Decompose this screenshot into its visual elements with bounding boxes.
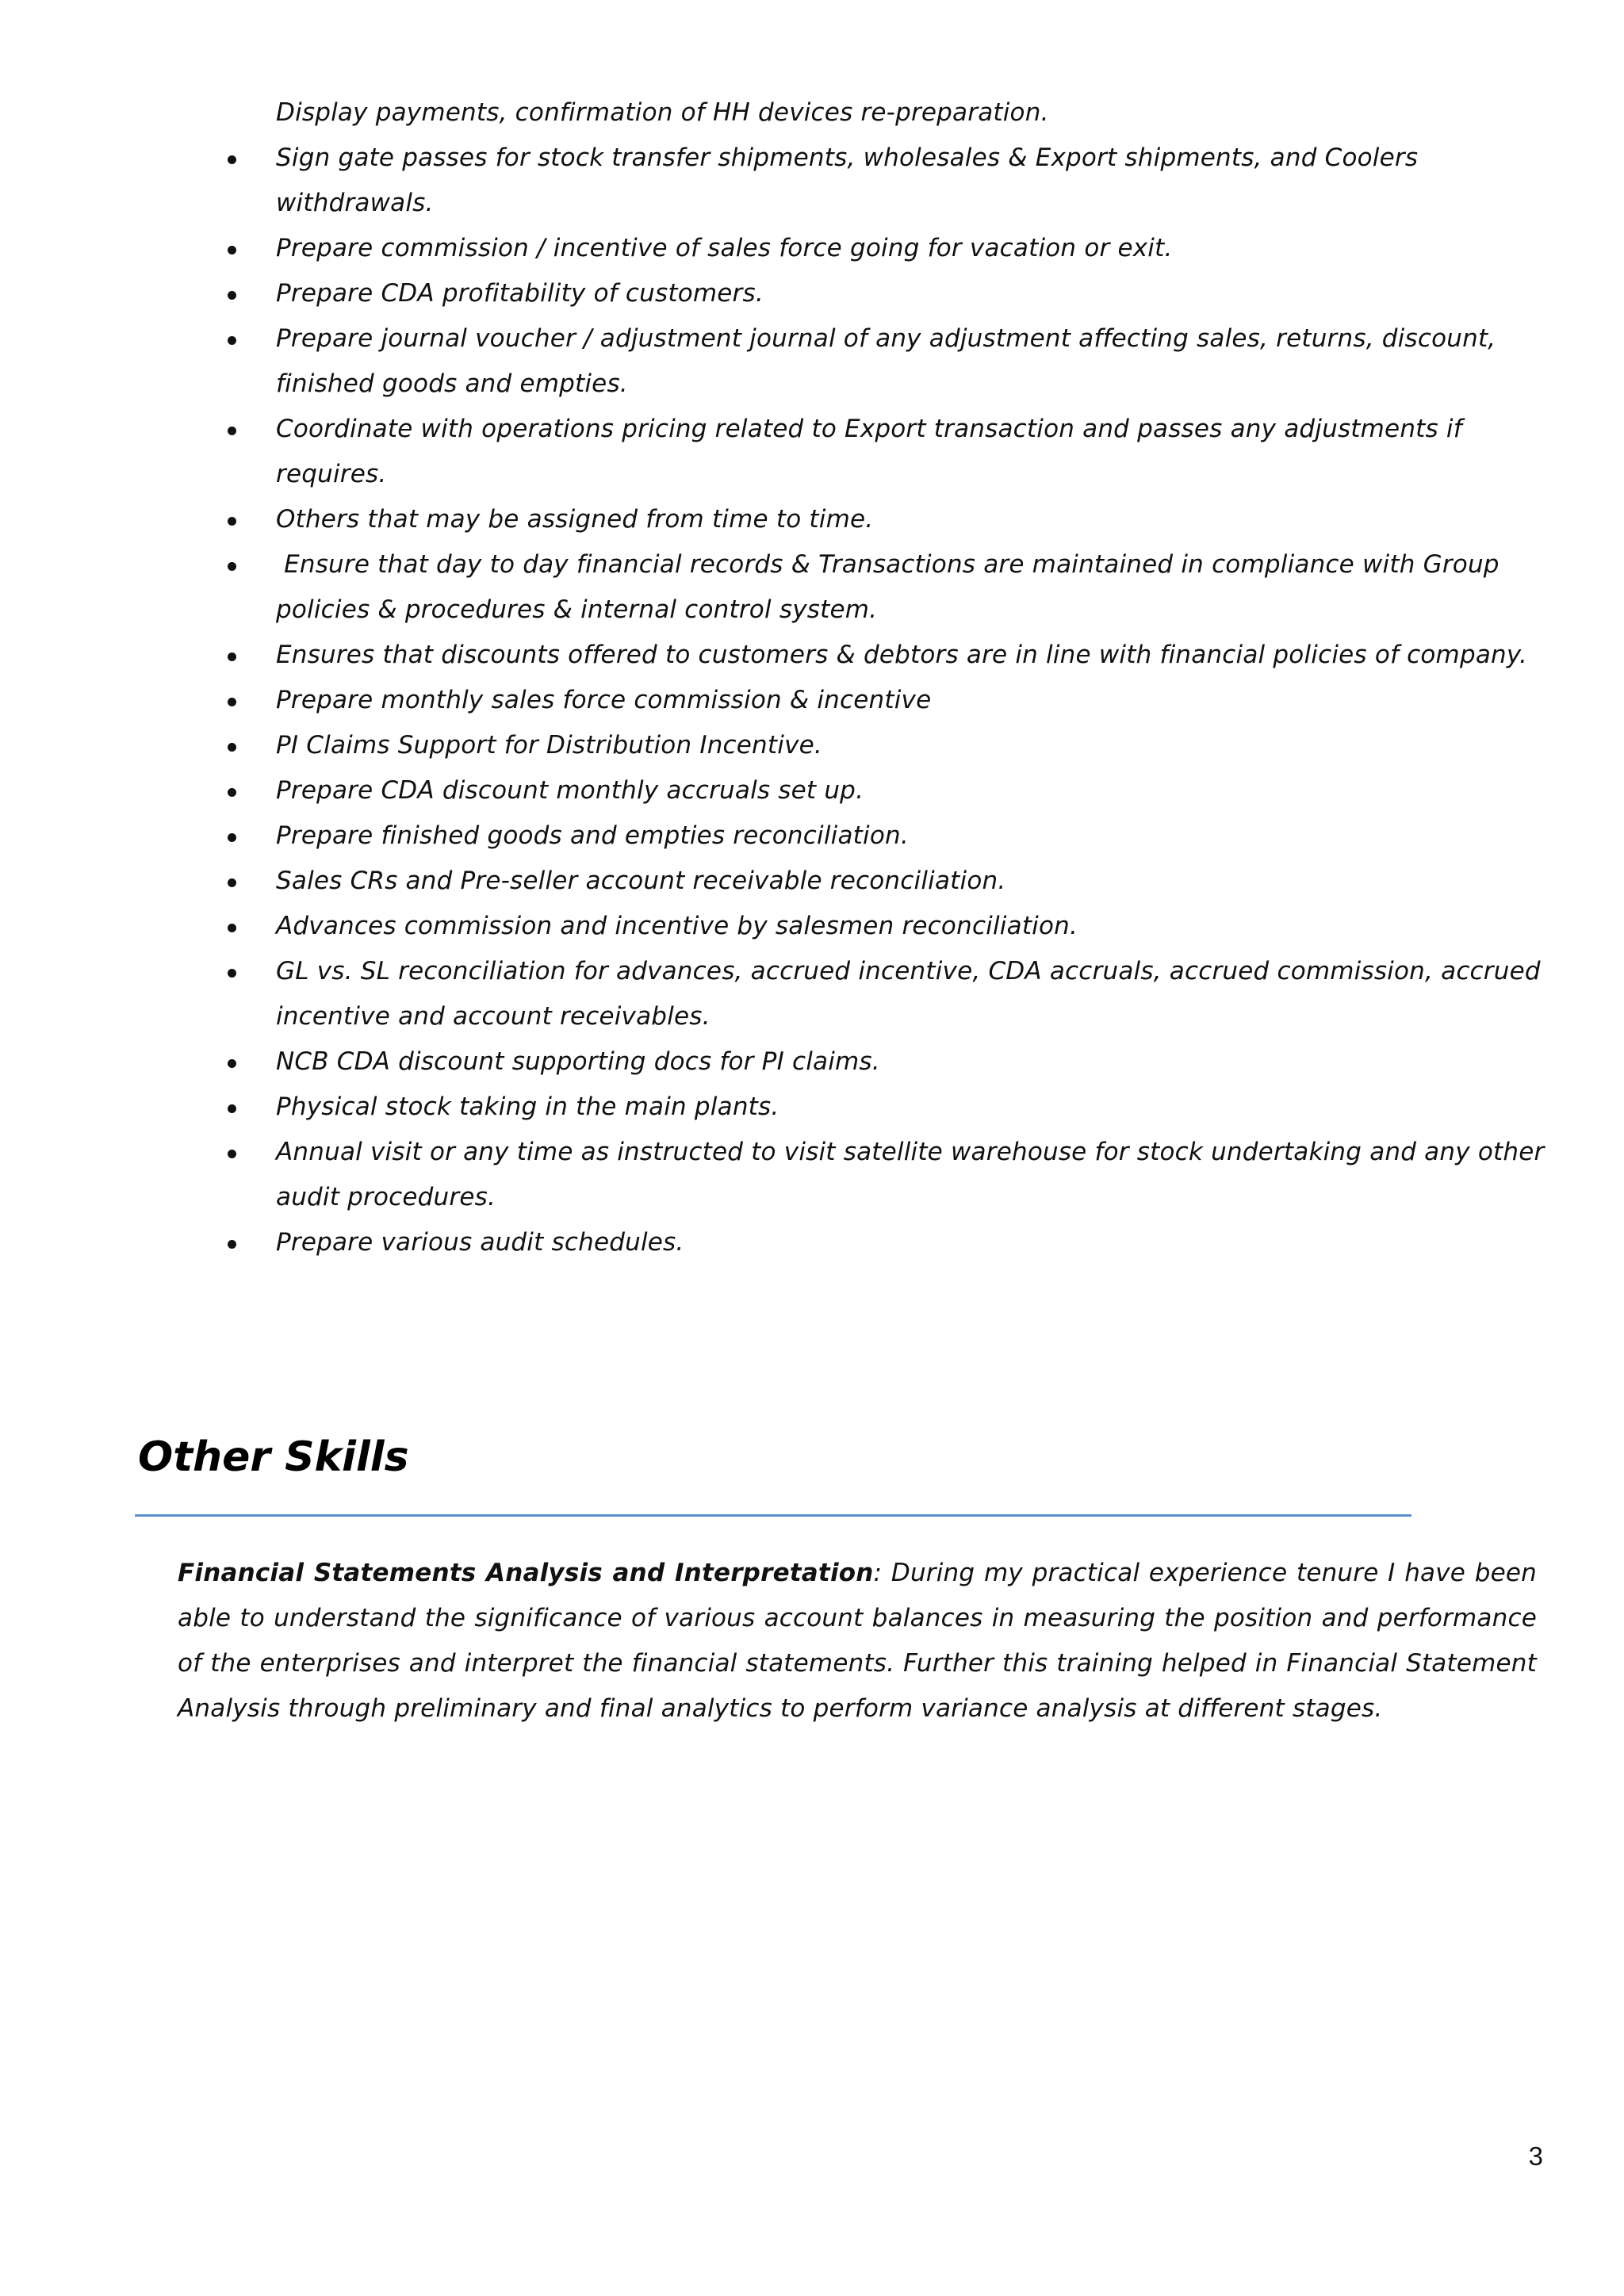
duties-bullet-list: [0, 136, 1624, 1265]
bullet-dot-icon: [228, 291, 236, 300]
bullet-text: Prepare CDA discount monthly accruals set up.: [276, 776, 864, 805]
bullet-dot-icon: [228, 1150, 236, 1158]
bullet-dot-icon: [228, 562, 236, 571]
page-number: 3: [1528, 2141, 1543, 2171]
bullet-dot-icon: [228, 517, 236, 526]
bullet-text: Sign gate passes for stock transfer shipments, wholesales & Export shipments, and Coolers withdrawals.: [276, 144, 1419, 217]
bullet-dot-icon: [228, 155, 236, 164]
bullet-dot-icon: [228, 833, 236, 842]
section-divider: [135, 1514, 1411, 1517]
bullet-dot-icon: [228, 878, 236, 887]
bullet-dot-icon: [228, 1059, 236, 1068]
list-item: [0, 813, 1624, 859]
list-item: [0, 1220, 1624, 1265]
bullet-dot-icon: [228, 788, 236, 797]
bullet-dot-icon: [228, 336, 236, 345]
bullet-text: Others that may be assigned from time to time.: [276, 505, 874, 534]
skill-separator: :: [873, 1559, 891, 1587]
bullet-dot-icon: [228, 969, 236, 978]
bullet-text: Annual visit or any time as instructed to visit satellite warehouse for stock undertaking and any other audit procedures.: [276, 1138, 1545, 1211]
other-skills-heading: Other Skills: [138, 1433, 409, 1481]
bullet-dot-icon: [228, 743, 236, 752]
bullet-dot-icon: [228, 698, 236, 706]
list-item: [0, 949, 1624, 1039]
bullet-text: Prepare journal voucher / adjustment journal of any adjustment affecting sales, returns, discount, finished goods and empties.: [276, 324, 1496, 398]
bullet-text: Prepare commission / incentive of sales force going for vacation or exit.: [276, 234, 1173, 262]
bullet-dot-icon: [228, 246, 236, 254]
list-item: [0, 497, 1624, 542]
bullet-text: PI Claims Support for Distribution Incentive.: [276, 731, 822, 760]
bullet-text: Prepare monthly sales force commission & incentive: [276, 686, 932, 714]
list-item: [0, 226, 1624, 271]
bullet-text: Coordinate with operations pricing related to Export transaction and passes any adjustments if requires.: [276, 415, 1462, 488]
continuation-line: Display payments, confirmation of HH devices re-preparation.: [276, 98, 1049, 127]
bullet-text: Prepare various audit schedules.: [276, 1228, 684, 1257]
bullet-dot-icon: [228, 1104, 236, 1113]
bullet-text: NCB CDA discount supporting docs for PI claims.: [276, 1047, 880, 1076]
bullet-dot-icon: [228, 427, 236, 435]
list-item: [0, 271, 1624, 316]
bullet-text: Physical stock taking in the main plants.: [276, 1093, 779, 1121]
bullet-text: Prepare CDA profitability of customers.: [276, 279, 764, 308]
bullet-text: Sales CRs and Pre-seller account receivable reconciliation.: [276, 867, 1006, 895]
list-item: [0, 136, 1624, 226]
bullet-text: Ensure that day to day financial records & Transactions are maintained in compliance with Group policies & procedures & internal control system.: [276, 550, 1507, 624]
bullet-text: Advances commission and incentive by salesmen reconciliation.: [276, 912, 1078, 940]
list-item: [0, 542, 1624, 633]
skill-title: Financial Statements Analysis and Interpretation: [178, 1559, 874, 1587]
list-item: [0, 316, 1624, 407]
list-item: [0, 904, 1624, 949]
bullet-text: Ensures that discounts offered to customers & debtors are in line with financial policies of company.: [276, 641, 1528, 669]
list-item: [0, 1039, 1624, 1085]
bullet-dot-icon: [228, 652, 236, 661]
bullet-text: Prepare finished goods and empties reconciliation.: [276, 821, 909, 850]
list-item: [0, 768, 1624, 813]
list-item: [0, 723, 1624, 768]
list-item: [0, 859, 1624, 904]
skill-description: During my practical experience tenure I have been able to understand the significance of various account balances in measuring the position and performance of the enterprises and interpret the financial statements. Further this training helped in Financial Statement Analysis through preliminary and final analytics to perform variance analysis at different stages.: [178, 1559, 1537, 1723]
bullet-text: GL vs. SL reconciliation for advances, accrued incentive, CDA accruals, accrued commission, accrued incentive and account receivables.: [276, 957, 1541, 1031]
bullet-dot-icon: [228, 924, 236, 932]
list-item: [0, 1085, 1624, 1130]
list-item: [0, 407, 1624, 497]
bullet-dot-icon: [228, 1240, 236, 1249]
list-item: [0, 678, 1624, 723]
skill-paragraph: [178, 1551, 1537, 1732]
list-item: [0, 1130, 1624, 1220]
list-item: [0, 633, 1624, 678]
